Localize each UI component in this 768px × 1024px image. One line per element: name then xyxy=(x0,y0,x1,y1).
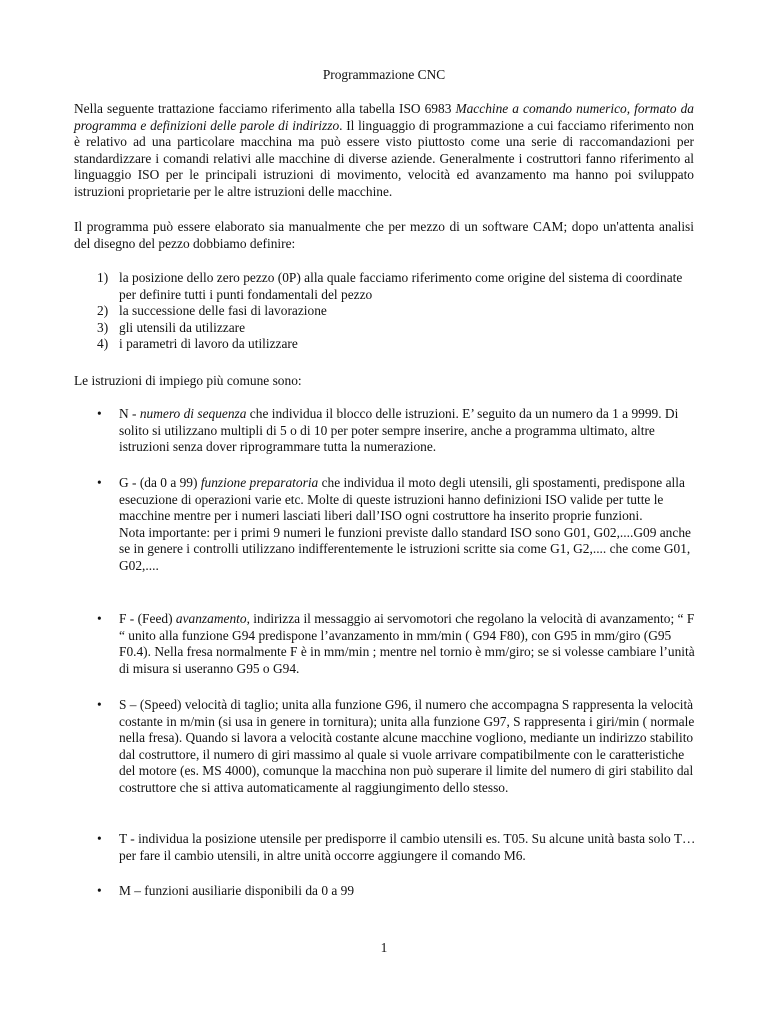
bullet-text xyxy=(119,611,697,677)
bullet-icon: • xyxy=(97,406,102,421)
bullet-prefix: G - (da 0 a 99) xyxy=(119,475,201,490)
bullet-item-n xyxy=(97,406,697,456)
instructions-heading: Le istruzioni di impiego più comune sono: xyxy=(74,373,302,388)
bullet-text xyxy=(119,406,697,456)
bullet-term: numero di sequenza xyxy=(139,406,247,421)
bullet-text xyxy=(119,475,697,575)
intro-text-start: Nella seguente trattazione facciamo riferimento alla tabella ISO 6983 xyxy=(74,101,456,116)
bullet-item-m xyxy=(97,883,697,900)
bullet-item-t xyxy=(97,831,697,864)
iso-standard-title: Macchine a comando numerico, formato da programma e definizioni delle parole di indirizzo xyxy=(74,101,694,133)
bullet-icon: • xyxy=(97,697,102,712)
bullet-term: funzione preparatoria xyxy=(200,475,319,490)
bullet-text: S – (Speed) velocità di taglio; unita alla funzione G96, il numero che accompagna S rappresenta la velocità costante in m/min (si usa in genere in tornitura); unita alla funzione G97, S rappresenta i giri/min ( normale nella fresa). Quando si lavora a velocità costante alcune macchine vogliono, mediante un indirizzo stabilito dal costruttore, il numero di giri massimo al quale si vuole arrivare compatibilmente con le caratteristiche del motore (es. MS 4000), comunque la macchina non può superare il limite del numero di giri stabilito dal costruttore che si attiva automaticamente al raggiungimento dello stesso. xyxy=(119,697,695,795)
bullet-text: M – funzioni ausiliarie disponibili da 0 a 99 xyxy=(119,883,355,898)
list-item xyxy=(97,336,697,353)
intro-text-end: . Il linguaggio di programmazione a cui facciamo riferimento non è relativo ad una particolare macchina ma può essere visto piuttosto come una serie di raccomandazioni per standardizzare i comandi relativi alle macchine di diverse aziende. Generalmente i costruttori fanno riferimento al linguaggio ISO per le principali istruzioni di movimento, velocità ed avanzamento ma hanno poi sviluppato istruzioni proprietarie per le altre istruzioni delle macchine. xyxy=(74,117,694,199)
page-number: 1 xyxy=(380,940,388,955)
bullet-term: avanzamento xyxy=(175,611,247,626)
bullet-icon: • xyxy=(97,611,102,626)
bullet-icon: • xyxy=(97,883,102,898)
list-item-text: la successione delle fasi di lavorazione xyxy=(119,303,327,319)
list-number: 2) xyxy=(97,303,109,319)
bullet-description: che individua il moto degli utensili, gli spostamenti, predispone alla esecuzione di operazioni varie etc. Molte di queste istruzioni hanno definizioni ISO valide per tutte le macchine mentre per i numeri lasciati liberi dall’ISO ogni costruttore ha inserito proprie funzioni. xyxy=(119,475,685,524)
definitions-list xyxy=(97,270,697,353)
bullet-icon: • xyxy=(97,831,102,846)
important-note: Nota importante: per i primi 9 numeri le funzioni previste dallo standard ISO sono G01, G02,....G09 anche se in genere i controlli utilizzano indifferentemente le istruzioni scritte sia come G1, G2,.... che come G01, G02,.... xyxy=(119,524,691,573)
list-item xyxy=(97,320,697,337)
list-item-text: i parametri di lavoro da utilizzare xyxy=(119,336,298,352)
list-number: 4) xyxy=(97,336,109,352)
list-number: 1) xyxy=(97,270,109,285)
bullet-text: T - individua la posizione utensile per predisporre il cambio utensili es. T05. Su alcune unità basta solo T… per fare il cambio utensili, in altre unità occorre aggiungere il comando M6. xyxy=(119,831,696,863)
bullet-item-g xyxy=(97,475,697,575)
intro-paragraph xyxy=(74,101,694,201)
bullet-item-f xyxy=(97,611,697,677)
bullet-item-s xyxy=(97,697,697,797)
program-paragraph: Il programma può essere elaborato sia manualmente che per mezzo di un software CAM; dopo un'attenta analisi del disegno del pezzo dobbiamo definire: xyxy=(74,219,694,251)
bullet-prefix: N - xyxy=(119,406,140,421)
bullet-description: che individua il blocco delle istruzioni. E’ seguito da un numero da 1 a 9999. Di solito si utilizzano multipli di 5 o di 10 per poter sempre inserire, anche a programma ultimato, altre istruzioni senza dover riprogrammare tutta la numerazione. xyxy=(119,406,679,455)
list-item xyxy=(97,303,697,320)
bullet-prefix: F - (Feed) xyxy=(119,611,176,626)
list-number: 3) xyxy=(97,319,109,335)
page-title: Programmazione CNC xyxy=(322,67,446,82)
bullet-description: , indirizza il messaggio ai servomotori che regolano la velocità di avanzamento; “ F “ unito alla funzione G94 predispone l’avanzamento in mm/min ( G94 F80), con G95 in mm/giro (G95 F0.4). Nella fresa normalmente F è in mm/min ; mentre nel tornio è mm/giro; se si volesse cambiare l’unità di misura si useranno G95 o G94. xyxy=(119,611,695,676)
list-item-text: la posizione dello zero pezzo (0P) alla quale facciamo riferimento come origine del sistema di coordinate per definire tutti i punti fondamentali del pezzo xyxy=(119,270,683,302)
bullet-icon: • xyxy=(97,475,102,490)
list-item xyxy=(97,270,697,303)
list-item-text: gli utensili da utilizzare xyxy=(119,319,246,335)
